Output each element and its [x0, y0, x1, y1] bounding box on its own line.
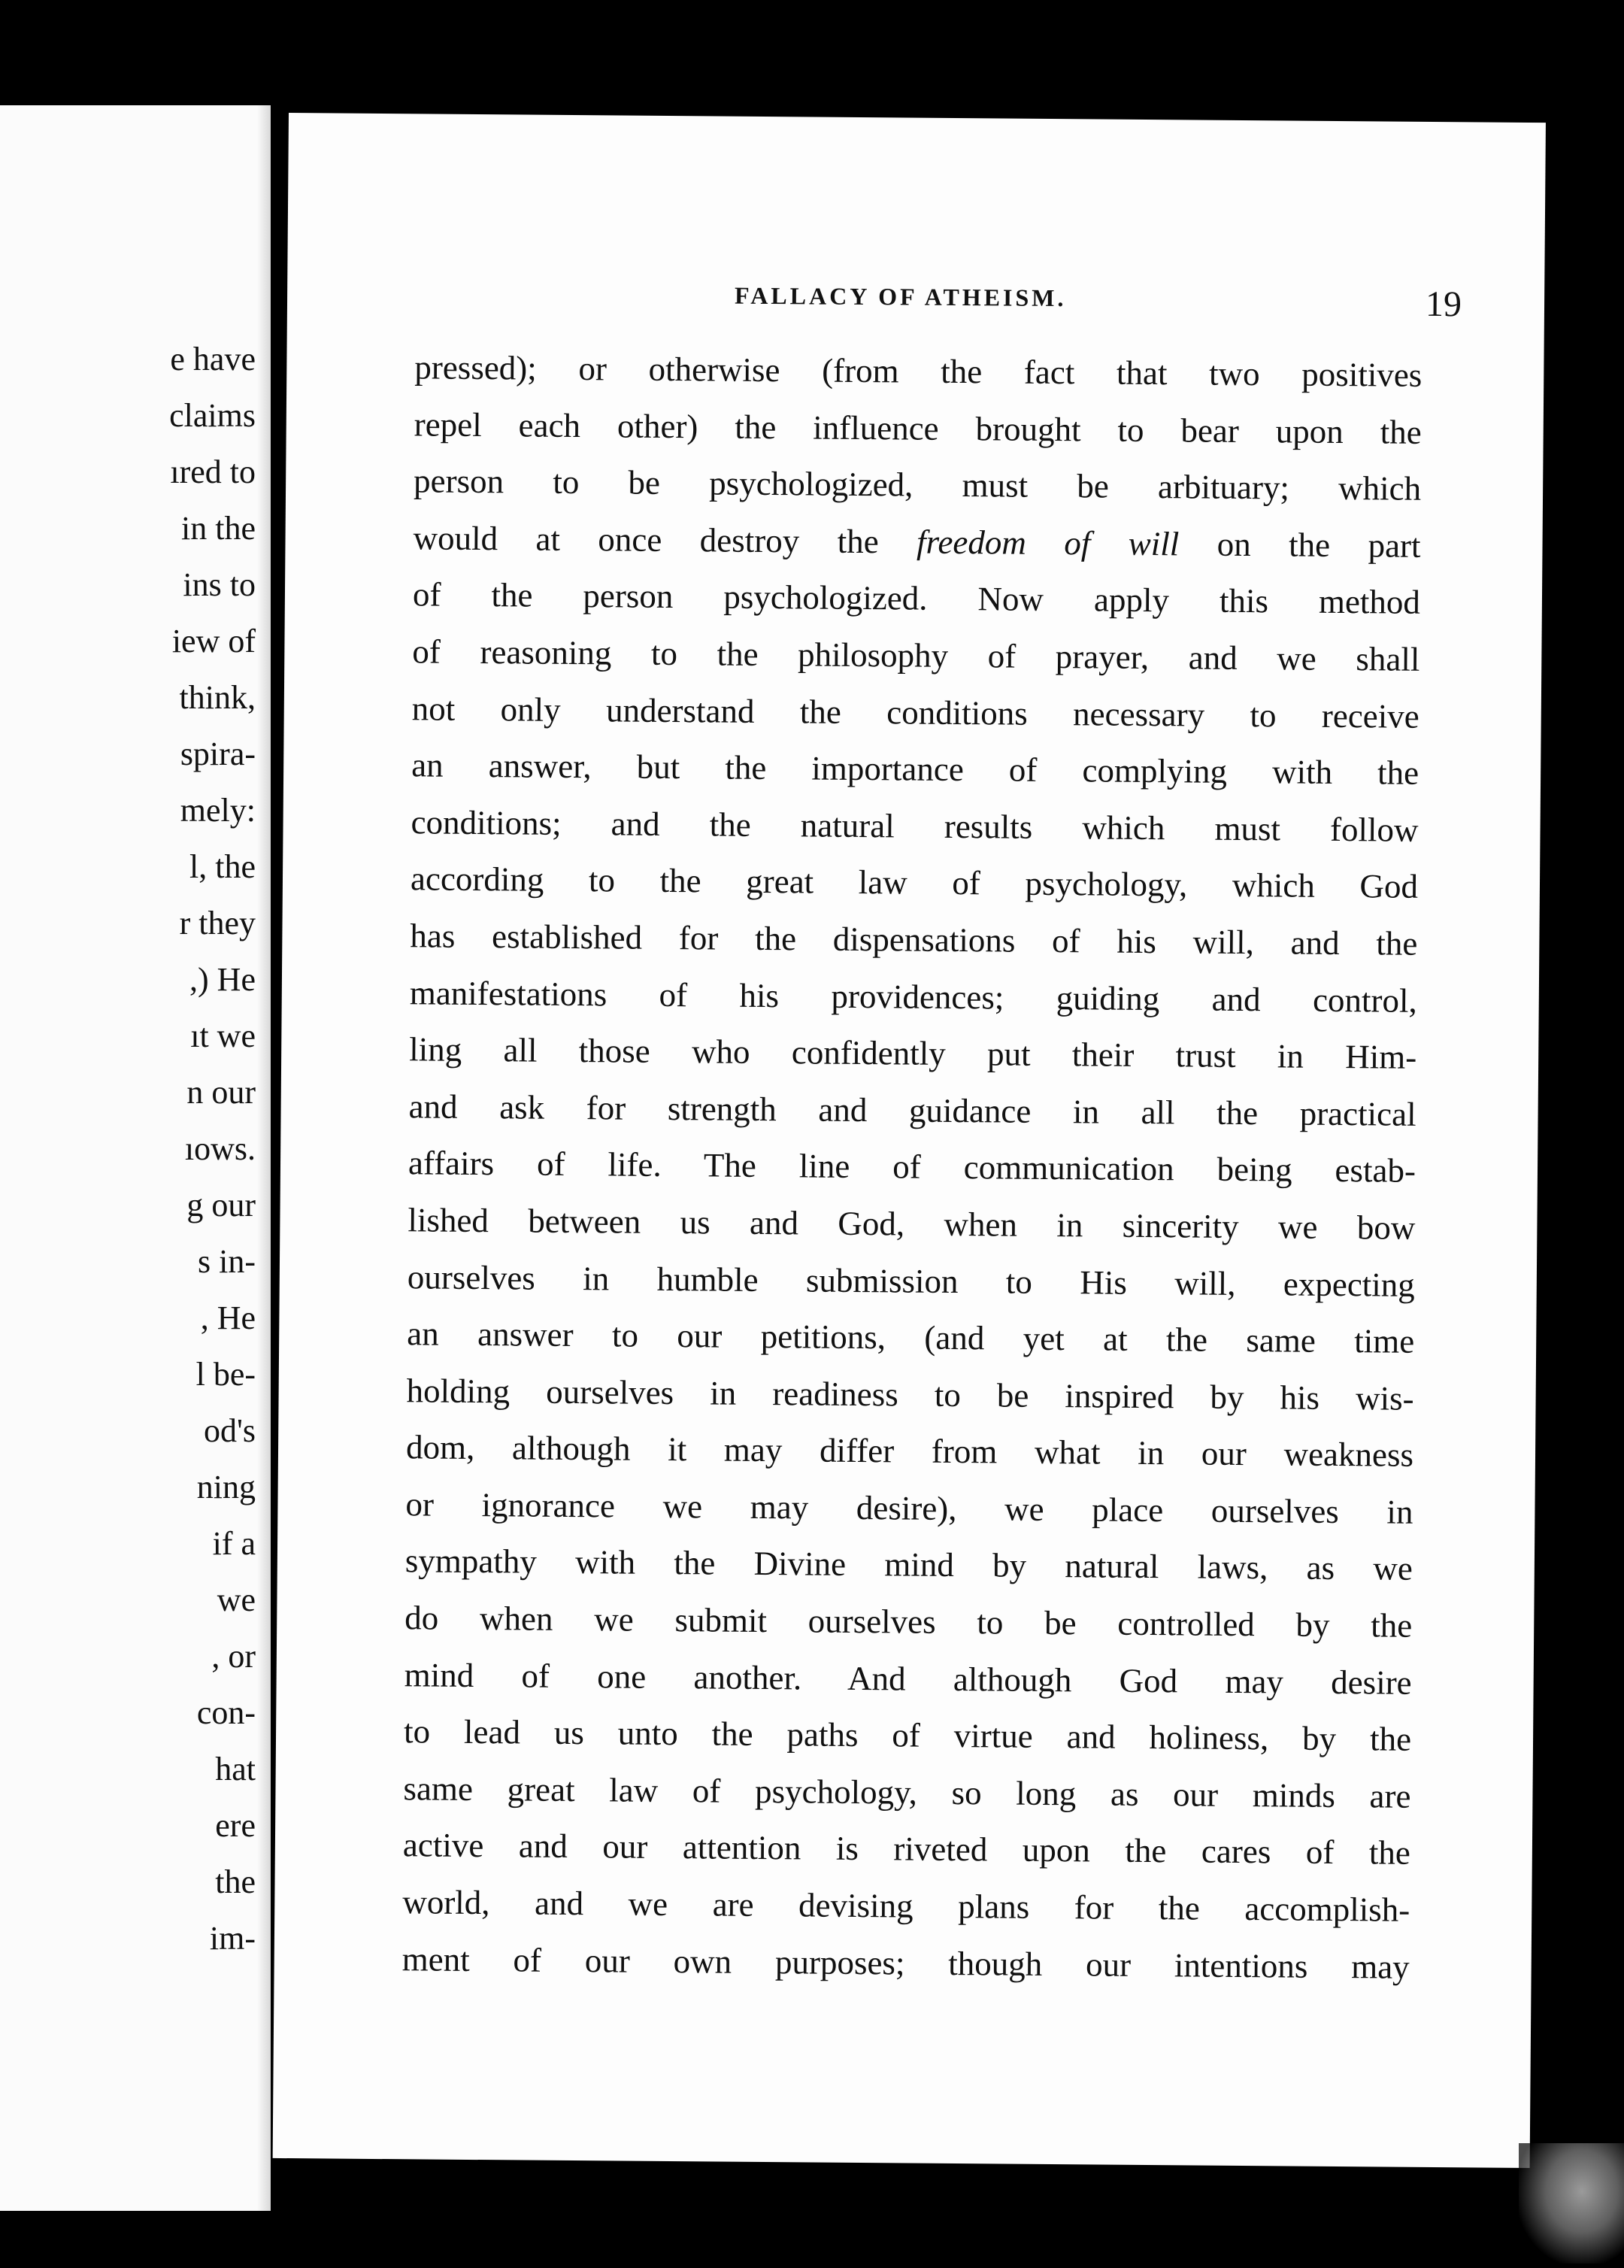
- text-line: pressed); or otherwise (from the fact that two positives: [414, 348, 1423, 394]
- text-line: person to be psychologized, must be arbituary; which: [413, 462, 1422, 508]
- text-line: active and our attention is riveted upon the cares of the: [402, 1826, 1411, 1872]
- left-line: ere: [215, 1807, 256, 1844]
- text-line: holding ourselves in readiness to be inspired by his wis-: [406, 1371, 1414, 1418]
- text-line: an answer, but the importance of complying with the: [411, 746, 1419, 792]
- text-line-with-italic: [413, 510, 1421, 575]
- left-line: ıt we: [190, 1017, 256, 1054]
- left-line: think,: [179, 679, 256, 716]
- left-line: n our: [186, 1074, 256, 1111]
- text-line: same great law of psychology, so long as our minds are: [403, 1769, 1411, 1815]
- left-line: ning: [196, 1469, 256, 1505]
- text-line: or ignorance we may desire), we place ourselves in: [405, 1485, 1413, 1531]
- left-line: hat: [215, 1751, 256, 1787]
- left-line: e have: [170, 341, 256, 377]
- left-line: ıows.: [184, 1130, 256, 1167]
- text-line: affairs of life. The line of communication being estab-: [408, 1144, 1416, 1190]
- left-line: the: [215, 1863, 256, 1900]
- body-text: [401, 339, 1422, 1996]
- left-line: if a: [212, 1525, 256, 1562]
- left-page-text: [169, 331, 256, 1966]
- left-line: r they: [179, 905, 256, 941]
- left-line: s in-: [198, 1243, 256, 1280]
- left-line: con-: [196, 1694, 256, 1731]
- left-line: ins to: [183, 566, 256, 603]
- left-line: in the: [181, 510, 256, 547]
- text-line: according to the great law of psychology, which God: [410, 860, 1419, 906]
- left-line: we: [217, 1581, 256, 1618]
- text-line: ment of our own purposes; though our intentions may: [401, 1939, 1410, 1986]
- left-line: od's: [203, 1412, 256, 1449]
- left-line: , or: [211, 1638, 256, 1675]
- text-line: of reasoning to the philosophy of prayer, and we shall: [412, 632, 1420, 678]
- left-line: , He: [200, 1299, 256, 1336]
- text-line: world, and we are devising plans for the accomplish-: [402, 1883, 1410, 1929]
- text-line: lished between us and God, when in sincerity we bow: [408, 1201, 1416, 1247]
- text-line: and ask for strength and guidance in all the practical: [408, 1087, 1416, 1133]
- left-line: iew of: [171, 623, 256, 659]
- left-line: spira-: [180, 735, 256, 772]
- left-line: claims: [169, 397, 256, 434]
- left-line: l, the: [189, 848, 256, 885]
- gutter-shadow: [257, 105, 271, 2211]
- text-line: mind of one another. And although God may desire: [404, 1655, 1412, 1702]
- left-line: g our: [186, 1187, 256, 1223]
- text-segment: would at once destroy the: [413, 519, 917, 561]
- left-facing-page: [0, 105, 271, 2211]
- left-line: ıred to: [170, 453, 256, 490]
- left-line: mely:: [180, 792, 256, 829]
- scan-glare: [1519, 2143, 1624, 2263]
- text-line: not only understand the conditions necessary to receive: [411, 689, 1419, 735]
- italic-phrase: freedom of will: [916, 523, 1180, 563]
- text-segment: on the part: [1179, 525, 1421, 565]
- text-line: manifestations of his providences; guiding and control,: [409, 973, 1417, 1020]
- text-line: conditions; and the natural results which must follow: [411, 803, 1419, 849]
- left-line: ,) He: [189, 961, 256, 998]
- right-page: [273, 113, 1546, 2168]
- text-line: sympathy with the Divine mind by natural laws, as we: [404, 1542, 1413, 1588]
- left-line: l be-: [195, 1356, 256, 1393]
- left-line: im-: [209, 1920, 256, 1957]
- text-line: do when we submit ourselves to be controlled by the: [404, 1599, 1413, 1645]
- text-line: ourselves in humble submission to His will, expecting: [407, 1257, 1416, 1304]
- text-line: an answer to our petitions, (and yet at the same time: [407, 1314, 1415, 1360]
- text-line: dom, although it may differ from what in our weakness: [405, 1428, 1414, 1475]
- text-line: ling all those who confidently put their trust in Him-: [409, 1030, 1417, 1076]
- page-number: 19: [1425, 284, 1462, 325]
- text-line: of the person psychologized. Now apply this method: [412, 575, 1421, 622]
- running-head: FALLACY OF ATHEISM.: [734, 281, 1067, 312]
- text-line: to lead us unto the paths of virtue and holiness, by the: [403, 1712, 1412, 1759]
- text-line: has established for the dispensations of his will, and the: [410, 917, 1418, 963]
- text-line: repel each other) the influence brought to bear upon the: [414, 405, 1422, 451]
